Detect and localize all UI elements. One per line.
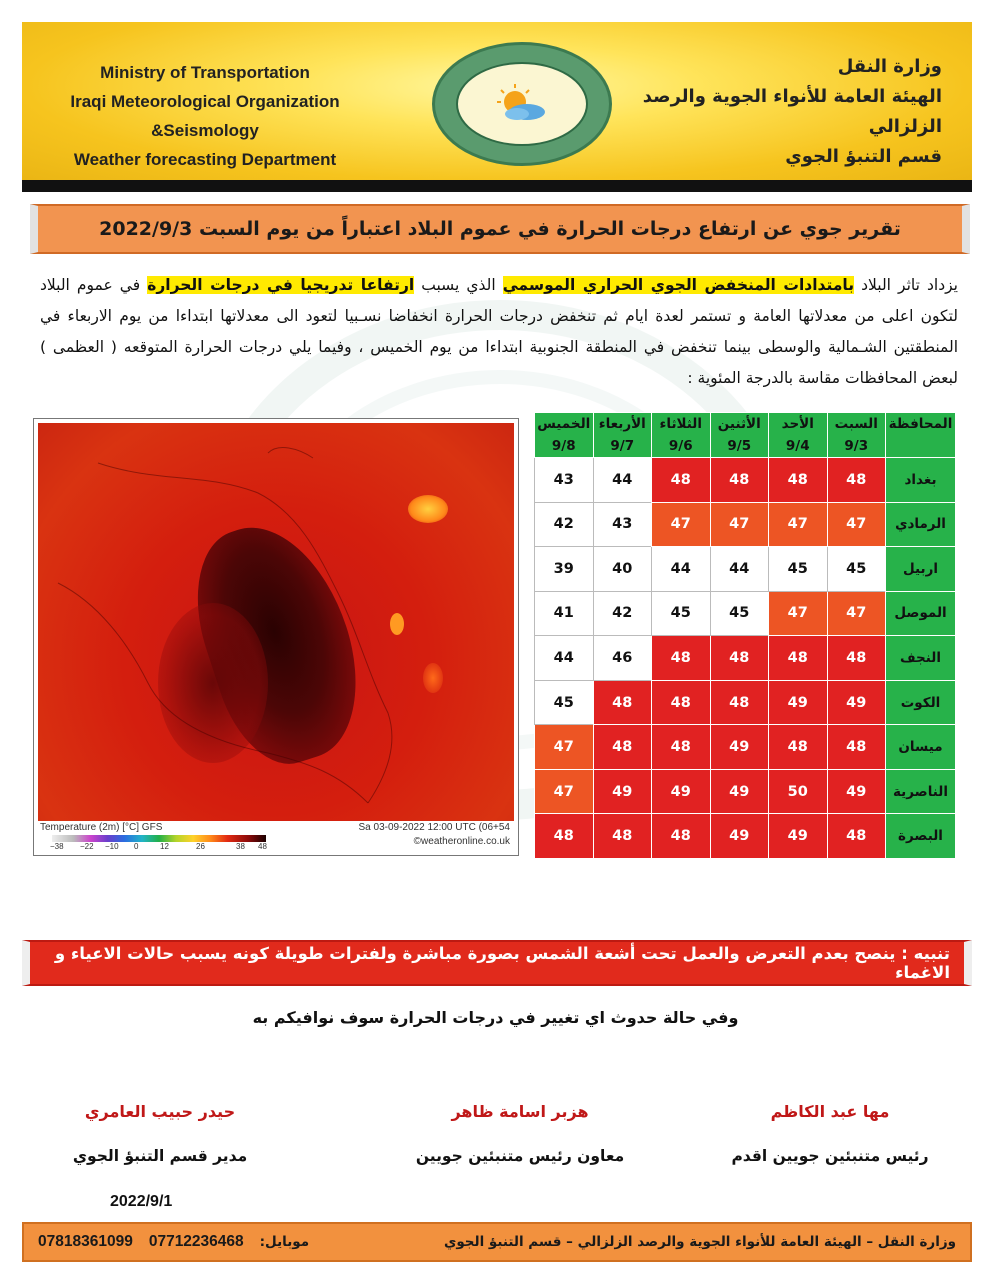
temperature-cell: 44	[710, 547, 769, 592]
mobile-label: موبايل:	[259, 1234, 310, 1250]
scale-tick: −10	[105, 842, 119, 851]
table-body	[535, 458, 956, 859]
column-header-governorate: المحافظة	[886, 413, 956, 458]
governorate-name: البصرة	[886, 814, 956, 859]
signature-assistant-head	[390, 1102, 650, 1165]
scale-tick: −38	[50, 842, 64, 851]
phone-number[interactable]: 07818361099	[38, 1233, 133, 1250]
temperature-cell: 48	[593, 814, 652, 859]
temperature-cell: 48	[710, 680, 769, 725]
day-name: الأربعاء	[598, 416, 646, 432]
sun-cloud-icon	[487, 82, 557, 126]
temperature-cell: 47	[769, 502, 828, 547]
arabic-header-line: وزارة النقل	[837, 56, 942, 77]
temperature-cell: 48	[769, 458, 828, 503]
followup-note	[0, 1008, 991, 1027]
temperature-cell: 47	[827, 591, 886, 636]
temperature-cell: 49	[769, 814, 828, 859]
scale-tick: 26	[196, 842, 205, 851]
footer-contacts	[38, 1233, 309, 1251]
signatory-name: حيدر حبيب العامري	[84, 1102, 236, 1121]
temperature-cell: 45	[652, 591, 711, 636]
temperature-cell: 42	[593, 591, 652, 636]
scale-tick: 0	[134, 842, 139, 851]
day-date: 9/3	[844, 438, 869, 454]
temperature-cell: 49	[827, 680, 886, 725]
temperature-cell: 47	[535, 769, 594, 814]
table-row	[535, 725, 956, 770]
temperature-cell: 45	[535, 680, 594, 725]
temperature-cell: 45	[827, 547, 886, 592]
temperature-cell: 47	[769, 591, 828, 636]
issue-date: 2022/9/1	[110, 1193, 173, 1210]
governorate-name: الرمادي	[886, 502, 956, 547]
temperature-cell: 46	[593, 636, 652, 681]
warning-text: تنبيه : ينصح بعدم التعرض والعمل تحت أشعة الشمس بصورة مباشرة ولفترات طويلة كونه يسبب حالات الاعياء و الاغماء	[54, 944, 950, 982]
temperature-cell: 48	[710, 458, 769, 503]
temperature-cell: 49	[769, 680, 828, 725]
intro-highlight-temperature-rise: ارتفاعا تدريجيا في درجات الحرارة	[147, 276, 415, 294]
arabic-header-line: الهيئة العامة للأنواء الجوية والرصد الزلزالي	[642, 86, 942, 137]
governorate-name: اربيل	[886, 547, 956, 592]
temperature-cell: 48	[652, 680, 711, 725]
day-name: السبت	[834, 416, 878, 432]
temperature-cell: 48	[769, 725, 828, 770]
table-row	[535, 591, 956, 636]
temperature-cell: 48	[593, 680, 652, 725]
organization-seal-icon	[432, 42, 612, 166]
temperature-cell: 47	[827, 502, 886, 547]
temperature-cell: 44	[652, 547, 711, 592]
governorate-name: الموصل	[886, 591, 956, 636]
temperature-cell: 49	[652, 769, 711, 814]
governorate-name: النجف	[886, 636, 956, 681]
day-date: 9/4	[785, 438, 810, 454]
forecast-table-container	[534, 412, 956, 859]
day-name: الأثنين	[717, 416, 761, 432]
temperature-cell: 48	[593, 725, 652, 770]
color-scale-bar	[52, 835, 266, 842]
table-header-row	[535, 413, 956, 458]
letterhead-header	[22, 22, 972, 182]
temperature-cell: 48	[535, 814, 594, 859]
table-row	[535, 680, 956, 725]
signatory-title: معاون رئيس متنبئين جويين	[415, 1147, 625, 1165]
temperature-cell: 45	[769, 547, 828, 592]
table-row	[535, 814, 956, 859]
english-header-line: Ministry of Transportation	[100, 63, 310, 82]
temperature-cell: 49	[710, 725, 769, 770]
phone-number[interactable]: 07712236468	[148, 1233, 244, 1250]
table-row	[535, 502, 956, 547]
signature-department-director	[30, 1102, 290, 1165]
table-row	[535, 458, 956, 503]
temperature-cell: 48	[710, 636, 769, 681]
signatory-title: مدير قسم التنبؤ الجوي	[72, 1147, 248, 1165]
temperature-cell: 44	[535, 636, 594, 681]
scale-tick: 38	[236, 842, 245, 851]
column-header-day	[535, 413, 594, 458]
day-name: الأحد	[781, 416, 814, 432]
map-borders	[38, 423, 514, 821]
temperature-cell: 49	[710, 814, 769, 859]
temperature-cell: 48	[827, 814, 886, 859]
intro-lead: يزداد تاثر البلاد	[854, 276, 958, 294]
temperature-cell: 42	[535, 502, 594, 547]
english-header	[40, 58, 370, 174]
scale-tick: 48	[258, 842, 267, 851]
temperature-map	[33, 418, 519, 856]
temperature-cell: 41	[535, 591, 594, 636]
temperature-cell: 43	[535, 458, 594, 503]
signatory-name: هزبر اسامة ظاهر	[451, 1102, 589, 1121]
temperature-cell: 39	[535, 547, 594, 592]
temperature-cell: 48	[827, 458, 886, 503]
temperature-cell: 48	[652, 814, 711, 859]
arabic-header	[622, 52, 942, 172]
governorate-name: بغداد	[886, 458, 956, 503]
temperature-cell: 47	[710, 502, 769, 547]
day-date: 9/7	[610, 438, 635, 454]
temperature-cell: 50	[769, 769, 828, 814]
seal-center	[456, 62, 588, 146]
column-header-day	[593, 413, 652, 458]
temperature-cell: 45	[710, 591, 769, 636]
temperature-cell: 48	[827, 636, 886, 681]
temperature-cell: 44	[593, 458, 652, 503]
signature-senior-forecaster	[700, 1102, 960, 1165]
temperature-cell: 43	[593, 502, 652, 547]
column-header-day	[827, 413, 886, 458]
scale-tick: 12	[160, 842, 169, 851]
column-header-day	[710, 413, 769, 458]
signatory-title: رئيس متنبئين جويين اقدم	[731, 1147, 929, 1165]
column-header-day	[769, 413, 828, 458]
temperature-cell: 49	[593, 769, 652, 814]
intro-mid: الذي يسبب	[414, 276, 503, 294]
day-name: الثلاثاء	[659, 416, 702, 432]
warning-banner	[22, 940, 972, 986]
map-timestamp: Sa 03-09-2022 12:00 UTC (06+54	[358, 822, 510, 833]
table-row	[535, 636, 956, 681]
temperature-cell: 48	[769, 636, 828, 681]
governorate-name: الكوت	[886, 680, 956, 725]
followup-text: وفي حالة حدوث اي تغيير في درجات الحرارة سوف نوافيكم به	[252, 1008, 739, 1027]
arabic-header-line: قسم التنبؤ الجوي	[785, 146, 942, 167]
scale-tick: −22	[80, 842, 94, 851]
column-header-day	[652, 413, 711, 458]
governorate-name: الناصرية	[886, 769, 956, 814]
temperature-map-image	[38, 423, 514, 821]
table-row	[535, 547, 956, 592]
governorate-name: ميسان	[886, 725, 956, 770]
intro-paragraph	[40, 270, 958, 394]
temperature-cell: 47	[652, 502, 711, 547]
map-credit: ©weatheronline.co.uk	[413, 836, 510, 847]
temperature-cell: 48	[827, 725, 886, 770]
intro-highlight-low-pressure: بامتدادات المنخفض الجوي الحراري الموسمي	[502, 276, 855, 294]
temperature-cell: 49	[710, 769, 769, 814]
report-title: تقرير جوي عن ارتفاع درجات الحرارة في عموم البلاد اعتباراً من يوم السبت 2022/9/3	[99, 218, 901, 240]
english-header-line: Weather forecasting Department	[73, 150, 337, 169]
table-row	[535, 769, 956, 814]
signatory-name: مها عبد الكاظم	[770, 1102, 890, 1121]
intro-rest: في عموم البلاد لتكون اعلى من معدلاتها العامة و تستمر لعدة ايام ثم تنخفض درجات الحرارة انخفاضا نسـبيا لتعود الى معدلاتها ابتداءا من يوم الاربعاء في المنطقتين الشـمالية والوسطى بينما تنخفض في المنطقة الجنوبية ابتداءا من يوم الخميس ، وفيما يلي درجات الحرارة المتوقعه ( العظمى ) لبعض المحافظات مقاسة بالدرجة المئوية :	[40, 276, 958, 387]
footer-organization: وزارة النقل – الهيئة العامة للأنواء الجوية والرصد الزلزالي – قسم التنبؤ الجوي	[443, 1234, 956, 1250]
day-name: الخميس	[537, 416, 591, 432]
temperature-cell: 48	[652, 636, 711, 681]
day-date: 9/8	[551, 438, 576, 454]
forecast-table	[534, 412, 956, 859]
temperature-cell: 40	[593, 547, 652, 592]
page-footer	[22, 1222, 972, 1262]
day-date: 9/5	[727, 438, 752, 454]
map-legend	[38, 821, 514, 851]
report-title-banner	[30, 204, 970, 254]
english-header-line: Iraqi Meteorological Organization &Seismology	[70, 92, 340, 140]
temperature-cell: 48	[652, 725, 711, 770]
map-legend-label: Temperature (2m) [°C] GFS	[40, 822, 163, 833]
temperature-cell: 47	[535, 725, 594, 770]
header-divider	[22, 180, 972, 192]
temperature-cell: 48	[652, 458, 711, 503]
day-date: 9/6	[668, 438, 693, 454]
temperature-cell: 49	[827, 769, 886, 814]
